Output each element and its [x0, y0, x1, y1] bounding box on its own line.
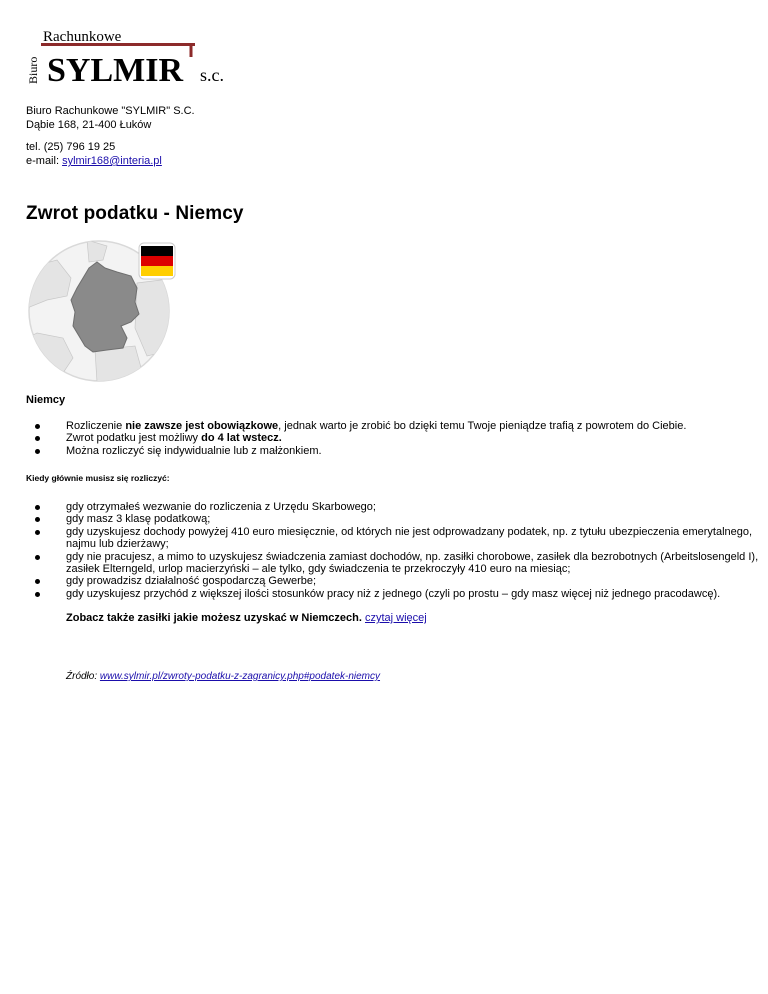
see-also	[66, 612, 427, 624]
map-neighbor-east	[135, 278, 181, 356]
read-more-link[interactable]: czytaj więcej	[364, 612, 427, 624]
source-label: Źródło:	[66, 671, 100, 682]
key-facts-list	[26, 420, 766, 457]
logo-suffix: s.c.	[200, 65, 224, 85]
conditions-list	[26, 501, 766, 600]
source-line	[66, 671, 380, 682]
company-logo	[25, 26, 240, 90]
logo-brand: SYLMIR	[47, 52, 184, 89]
email-label: e-mail:	[26, 155, 63, 167]
section-heading: Niemcy	[26, 394, 66, 406]
company-address: Dąbie 168, 21-400 Łuków	[26, 119, 152, 131]
email-link[interactable]: sylmir168@interia.pl	[62, 155, 162, 167]
logo-word-side: Biuro	[26, 56, 40, 84]
list-item: Rozliczenie nie zawsze jest obowiązkowe, jednak warto je zrobić bo dzięki temu Twoje pieniądze trafią z powrotem do Ciebie.	[66, 420, 766, 432]
see-also-text: Zobacz także zasiłki jakie możesz uzyskać w Niemczech.	[66, 612, 362, 624]
company-name: Biuro Rachunkowe "SYLMIR" S.C.	[26, 105, 195, 117]
list-item: gdy nie pracujesz, a mimo to uzyskujesz świadczenia zamiast dochodów, np. zasiłki chorobowe, zasiłek dla bezrobotnych (Arbeitslosengeld I), zasiłek Elterngeld, urlop macierzyński – ale tylko, gdy świadczenia te przekroczyły 410 euro na miesiąc;	[66, 551, 766, 576]
subheading: Kiedy głównie musisz się rozliczyć:	[26, 473, 170, 483]
list-item: gdy uzyskujesz przychód z większej ilości stosunków pracy niż z jednego (czyli po prostu – gdy masz więcej niż jednego pracodawcę).	[66, 588, 766, 600]
list-item: gdy prowadzisz działalność gospodarczą Gewerbe;	[66, 575, 766, 587]
list-item: Można rozliczyć się indywidualnie lub z małżonkiem.	[66, 445, 766, 457]
email-line	[26, 154, 162, 168]
list-item: gdy otrzymałeś wezwanie do rozliczenia z Urzędu Skarbowego;	[66, 501, 766, 513]
company-info	[26, 104, 195, 132]
list-item: gdy masz 3 klasę podatkową;	[66, 513, 766, 525]
germany-flag-icon	[139, 243, 175, 279]
contact-info	[26, 140, 162, 168]
germany-map-icon	[27, 238, 181, 382]
list-item: gdy uzyskujesz dochody powyżej 410 euro miesięcznie, od których nie jest odprowadzany podatek, np. z tytułu ubezpieczenia emerytalnego, najmu lub dzierżawy;	[66, 526, 766, 551]
logo-word-top: Rachunkowe	[43, 29, 122, 45]
list-item: Zwrot podatku jest możliwy do 4 lat wstecz.	[66, 432, 766, 444]
phone: tel. (25) 796 19 25	[26, 141, 116, 153]
page-title: Zwrot podatku - Niemcy	[26, 203, 244, 224]
source-link[interactable]: www.sylmir.pl/zwroty-podatku-z-zagranicy.php#podatek-niemcy	[99, 671, 381, 682]
